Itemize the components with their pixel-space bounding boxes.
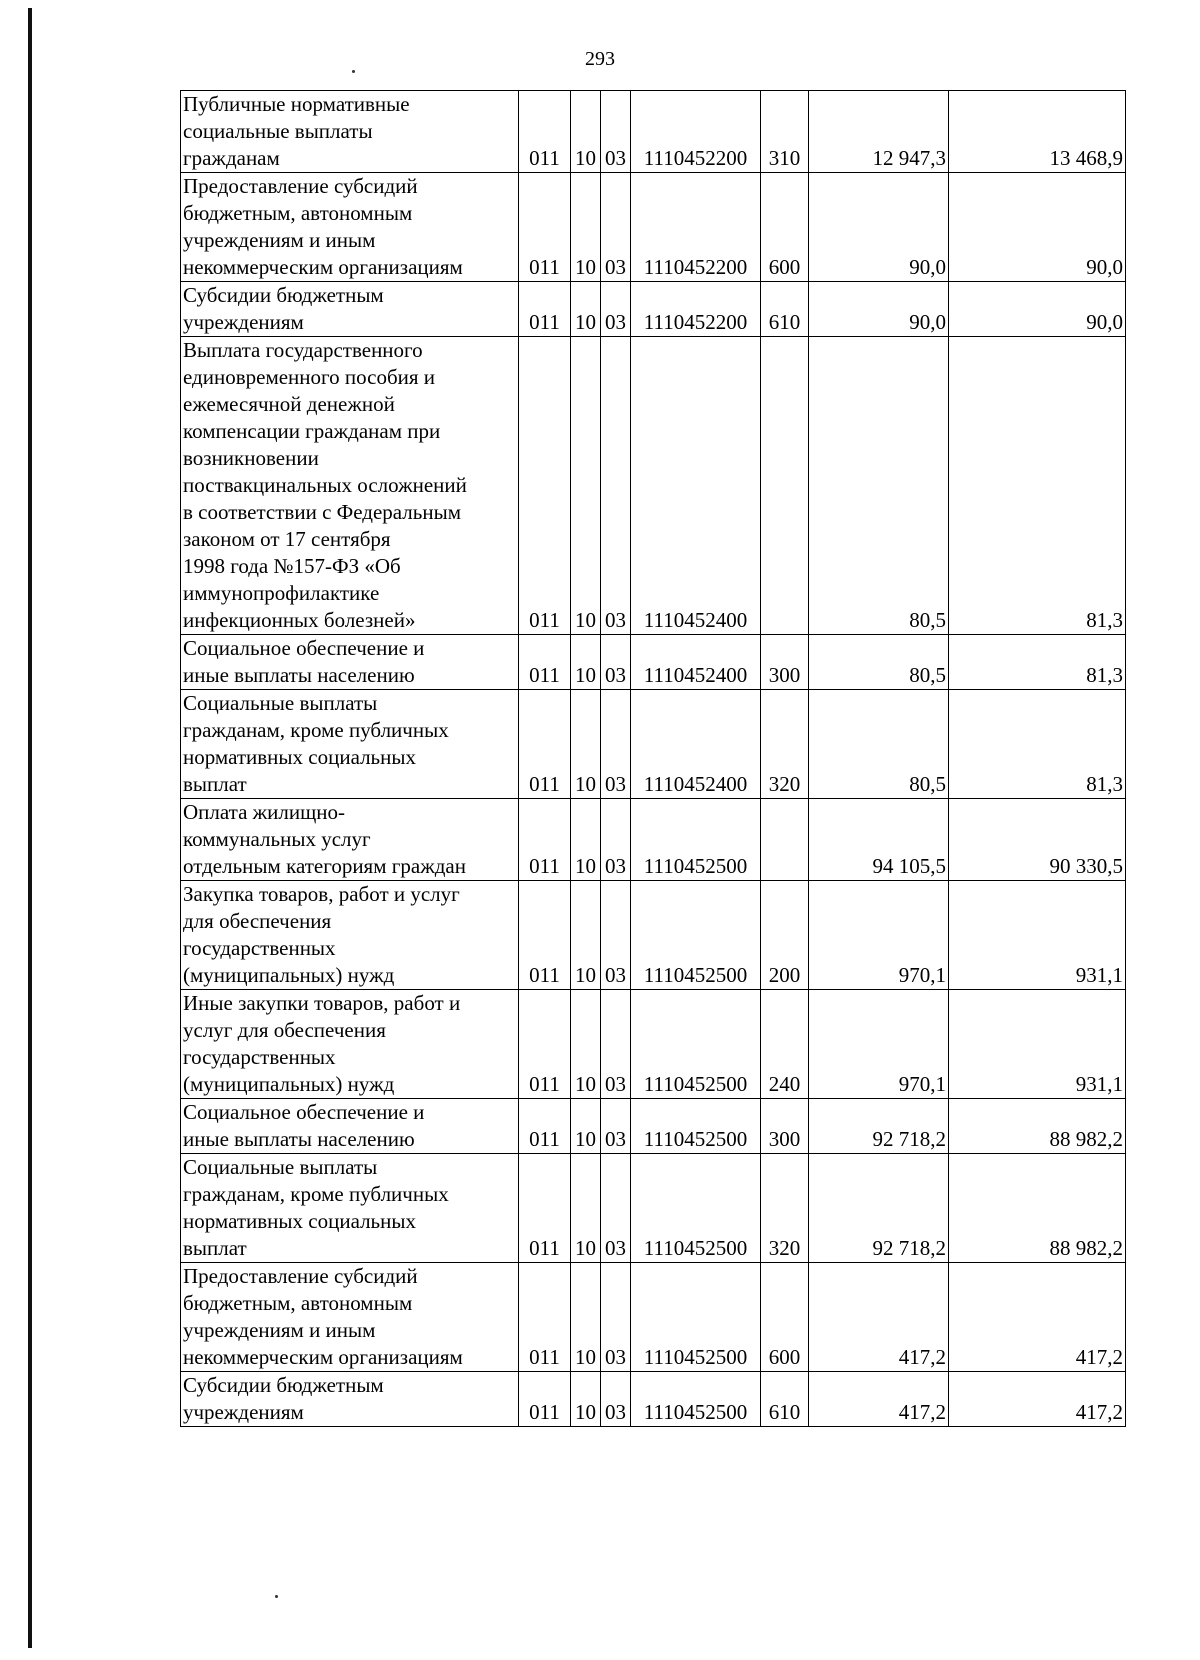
target-article-code: 1110452500 bbox=[643, 1072, 748, 1096]
amount-year-1-cell bbox=[809, 173, 949, 282]
expense-type-code-cell bbox=[761, 173, 809, 282]
subsection-code-cell bbox=[601, 690, 631, 799]
amount-year-2: 81,3 bbox=[1086, 663, 1123, 687]
target-article-code-cell bbox=[631, 1099, 761, 1154]
page-number: 293 bbox=[585, 48, 615, 70]
section-code: 10 bbox=[575, 310, 596, 334]
ministry-code: 011 bbox=[529, 772, 560, 796]
target-article-code: 1110452400 bbox=[643, 772, 748, 796]
row-name-cell bbox=[181, 91, 519, 173]
target-article-code: 1110452400 bbox=[643, 663, 748, 687]
subsection-code-cell bbox=[601, 1099, 631, 1154]
expense-type-code-cell bbox=[761, 1263, 809, 1372]
subsection-code: 03 bbox=[605, 854, 626, 878]
expense-type-code: 300 bbox=[768, 1127, 801, 1151]
table-row bbox=[181, 1099, 1126, 1154]
expense-type-code: 610 bbox=[768, 1400, 801, 1424]
ministry-code: 011 bbox=[529, 255, 560, 279]
expense-type-code: 320 bbox=[768, 1236, 801, 1260]
amount-year-2: 81,3 bbox=[1086, 608, 1123, 632]
expense-type-code-cell bbox=[761, 799, 809, 881]
amount-year-2: 90 330,5 bbox=[1049, 854, 1123, 878]
subsection-code-cell bbox=[601, 1263, 631, 1372]
amount-year-2-cell bbox=[949, 282, 1126, 337]
amount-year-2-cell bbox=[949, 1263, 1126, 1372]
subsection-code-cell bbox=[601, 91, 631, 173]
table-row bbox=[181, 990, 1126, 1099]
subsection-code: 03 bbox=[605, 1127, 626, 1151]
ministry-code: 011 bbox=[529, 1345, 560, 1369]
amount-year-2: 90,0 bbox=[1086, 255, 1123, 279]
target-article-code-cell bbox=[631, 1372, 761, 1427]
table-row bbox=[181, 1372, 1126, 1427]
row-name-cell bbox=[181, 690, 519, 799]
amount-year-2: 417,2 bbox=[1075, 1345, 1123, 1369]
row-name: Выплата государственного единовременного пособия и ежемесячной денежной компенсации гражданам при возникновении поствакцинальных осложнений в соответствии с Федеральным законом от 17 сентября 1998 года №157-ФЗ «Об иммунопрофилактике инфекционных болезней» bbox=[183, 338, 467, 632]
amount-year-1: 12 947,3 bbox=[872, 146, 946, 170]
target-article-code-cell bbox=[631, 337, 761, 635]
subsection-code-cell bbox=[601, 1372, 631, 1427]
amount-year-2-cell bbox=[949, 1099, 1126, 1154]
amount-year-2-cell bbox=[949, 1372, 1126, 1427]
amount-year-2: 88 982,2 bbox=[1049, 1236, 1123, 1260]
section-code: 10 bbox=[575, 1127, 596, 1151]
subsection-code: 03 bbox=[605, 146, 626, 170]
section-code-cell bbox=[571, 690, 601, 799]
row-name: Иные закупки товаров, работ и услуг для обеспечения государственных (муниципальных) нужд bbox=[183, 991, 461, 1096]
section-code-cell bbox=[571, 990, 601, 1099]
row-name: Социальные выплаты гражданам, кроме публичных нормативных социальных выплат bbox=[183, 1155, 449, 1260]
table-row bbox=[181, 799, 1126, 881]
subsection-code: 03 bbox=[605, 663, 626, 687]
expense-type-code: 200 bbox=[768, 963, 801, 987]
subsection-code: 03 bbox=[605, 1345, 626, 1369]
ministry-code-cell bbox=[519, 337, 571, 635]
amount-year-2-cell bbox=[949, 173, 1126, 282]
amount-year-1: 80,5 bbox=[909, 608, 946, 632]
amount-year-1-cell bbox=[809, 337, 949, 635]
row-name: Предоставление субсидий бюджетным, автономным учреждениям и иным некоммерческим организациям bbox=[183, 174, 463, 279]
section-code: 10 bbox=[575, 255, 596, 279]
amount-year-2-cell bbox=[949, 1154, 1126, 1263]
amount-year-2: 90,0 bbox=[1086, 310, 1123, 334]
subsection-code-cell bbox=[601, 337, 631, 635]
table-row bbox=[181, 1154, 1126, 1263]
amount-year-1: 80,5 bbox=[909, 663, 946, 687]
ministry-code-cell bbox=[519, 173, 571, 282]
section-code-cell bbox=[571, 1099, 601, 1154]
target-article-code: 1110452400 bbox=[643, 608, 748, 632]
section-code-cell bbox=[571, 635, 601, 690]
row-name-cell bbox=[181, 282, 519, 337]
subsection-code-cell bbox=[601, 173, 631, 282]
ministry-code-cell bbox=[519, 1372, 571, 1427]
amount-year-2-cell bbox=[949, 635, 1126, 690]
section-code-cell bbox=[571, 282, 601, 337]
expense-type-code-cell bbox=[761, 282, 809, 337]
amount-year-1-cell bbox=[809, 91, 949, 173]
row-name: Предоставление субсидий бюджетным, автономным учреждениям и иным некоммерческим организациям bbox=[183, 1264, 463, 1369]
amount-year-2: 88 982,2 bbox=[1049, 1127, 1123, 1151]
expense-type-code-cell bbox=[761, 990, 809, 1099]
target-article-code: 1110452200 bbox=[643, 310, 748, 334]
amount-year-1-cell bbox=[809, 1154, 949, 1263]
subsection-code-cell bbox=[601, 881, 631, 990]
amount-year-1: 90,0 bbox=[909, 255, 946, 279]
target-article-code-cell bbox=[631, 635, 761, 690]
ministry-code: 011 bbox=[529, 663, 560, 687]
ministry-code-cell bbox=[519, 91, 571, 173]
ministry-code-cell bbox=[519, 1154, 571, 1263]
section-code: 10 bbox=[575, 1072, 596, 1096]
section-code: 10 bbox=[575, 963, 596, 987]
section-code: 10 bbox=[575, 854, 596, 878]
section-code: 10 bbox=[575, 146, 596, 170]
row-name: Субсидии бюджетным учреждениям bbox=[183, 1373, 384, 1424]
amount-year-1-cell bbox=[809, 799, 949, 881]
expense-type-code: 610 bbox=[768, 310, 801, 334]
amount-year-2: 13 468,9 bbox=[1049, 146, 1123, 170]
row-name-cell bbox=[181, 337, 519, 635]
amount-year-2: 81,3 bbox=[1086, 772, 1123, 796]
amount-year-2-cell bbox=[949, 91, 1126, 173]
subsection-code-cell bbox=[601, 799, 631, 881]
target-article-code: 1110452500 bbox=[643, 963, 748, 987]
target-article-code-cell bbox=[631, 173, 761, 282]
table-row bbox=[181, 282, 1126, 337]
section-code: 10 bbox=[575, 1345, 596, 1369]
ministry-code-cell bbox=[519, 635, 571, 690]
subsection-code: 03 bbox=[605, 1400, 626, 1424]
expense-type-code: 600 bbox=[768, 255, 801, 279]
subsection-code-cell bbox=[601, 1154, 631, 1263]
amount-year-2: 931,1 bbox=[1075, 1072, 1123, 1096]
ministry-code: 011 bbox=[529, 1236, 560, 1260]
amount-year-2-cell bbox=[949, 337, 1126, 635]
ministry-code: 011 bbox=[529, 963, 560, 987]
table-row bbox=[181, 635, 1126, 690]
amount-year-1-cell bbox=[809, 881, 949, 990]
amount-year-1-cell bbox=[809, 1263, 949, 1372]
target-article-code: 1110452200 bbox=[643, 146, 748, 170]
row-name: Субсидии бюджетным учреждениям bbox=[183, 283, 384, 334]
expense-type-code: 320 bbox=[768, 772, 801, 796]
row-name-cell bbox=[181, 799, 519, 881]
amount-year-1-cell bbox=[809, 282, 949, 337]
amount-year-1-cell bbox=[809, 690, 949, 799]
section-code-cell bbox=[571, 799, 601, 881]
section-code-cell bbox=[571, 173, 601, 282]
row-name-cell bbox=[181, 1263, 519, 1372]
ministry-code: 011 bbox=[529, 1072, 560, 1096]
target-article-code: 1110452500 bbox=[643, 1127, 748, 1151]
section-code-cell bbox=[571, 337, 601, 635]
row-name-cell bbox=[181, 1154, 519, 1263]
amount-year-2-cell bbox=[949, 690, 1126, 799]
expense-type-code: 600 bbox=[768, 1345, 801, 1369]
subsection-code-cell bbox=[601, 282, 631, 337]
subsection-code: 03 bbox=[605, 310, 626, 334]
ministry-code: 011 bbox=[529, 1400, 560, 1424]
amount-year-1: 417,2 bbox=[898, 1345, 946, 1369]
section-code-cell bbox=[571, 1154, 601, 1263]
ministry-code: 011 bbox=[529, 1127, 560, 1151]
expense-type-code: 300 bbox=[768, 663, 801, 687]
target-article-code-cell bbox=[631, 690, 761, 799]
row-name: Публичные нормативные социальные выплаты гражданам bbox=[183, 92, 410, 170]
amount-year-2-cell bbox=[949, 881, 1126, 990]
section-code: 10 bbox=[575, 772, 596, 796]
target-article-code: 1110452200 bbox=[643, 255, 748, 279]
section-code: 10 bbox=[575, 663, 596, 687]
scan-speck bbox=[275, 1595, 278, 1598]
target-article-code-cell bbox=[631, 881, 761, 990]
budget-table-body bbox=[181, 91, 1126, 1427]
amount-year-1-cell bbox=[809, 1099, 949, 1154]
target-article-code-cell bbox=[631, 1263, 761, 1372]
target-article-code-cell bbox=[631, 282, 761, 337]
target-article-code: 1110452500 bbox=[643, 1345, 748, 1369]
expense-type-code-cell bbox=[761, 1372, 809, 1427]
subsection-code: 03 bbox=[605, 608, 626, 632]
ministry-code: 011 bbox=[529, 310, 560, 334]
row-name-cell bbox=[181, 881, 519, 990]
row-name-cell bbox=[181, 1099, 519, 1154]
subsection-code: 03 bbox=[605, 963, 626, 987]
section-code: 10 bbox=[575, 608, 596, 632]
expense-type-code-cell bbox=[761, 337, 809, 635]
ministry-code-cell bbox=[519, 1099, 571, 1154]
expense-type-code: 310 bbox=[768, 146, 801, 170]
amount-year-2: 417,2 bbox=[1075, 1400, 1123, 1424]
amount-year-1: 80,5 bbox=[909, 772, 946, 796]
ministry-code-cell bbox=[519, 990, 571, 1099]
amount-year-1: 94 105,5 bbox=[872, 854, 946, 878]
subsection-code-cell bbox=[601, 990, 631, 1099]
expense-type-code: 240 bbox=[768, 1072, 801, 1096]
section-code-cell bbox=[571, 1372, 601, 1427]
target-article-code: 1110452500 bbox=[643, 1236, 748, 1260]
row-name: Закупка товаров, работ и услуг для обеспечения государственных (муниципальных) нужд bbox=[183, 882, 460, 987]
row-name-cell bbox=[181, 635, 519, 690]
table-row bbox=[181, 1263, 1126, 1372]
table-row bbox=[181, 690, 1126, 799]
target-article-code-cell bbox=[631, 990, 761, 1099]
subsection-code: 03 bbox=[605, 1072, 626, 1096]
row-name: Оплата жилищно- коммунальных услуг отдельным категориям граждан bbox=[183, 800, 466, 878]
table-row bbox=[181, 337, 1126, 635]
amount-year-2-cell bbox=[949, 799, 1126, 881]
row-name-cell bbox=[181, 990, 519, 1099]
ministry-code-cell bbox=[519, 1263, 571, 1372]
amount-year-1-cell bbox=[809, 635, 949, 690]
target-article-code-cell bbox=[631, 1154, 761, 1263]
ministry-code-cell bbox=[519, 690, 571, 799]
amount-year-1: 970,1 bbox=[898, 1072, 946, 1096]
section-code-cell bbox=[571, 881, 601, 990]
amount-year-1-cell bbox=[809, 990, 949, 1099]
amount-year-1: 92 718,2 bbox=[872, 1236, 946, 1260]
ministry-code: 011 bbox=[529, 608, 560, 632]
section-code-cell bbox=[571, 1263, 601, 1372]
row-name: Социальное обеспечение и иные выплаты населению bbox=[183, 636, 425, 687]
table-row bbox=[181, 91, 1126, 173]
expense-type-code-cell bbox=[761, 1154, 809, 1263]
amount-year-1: 90,0 bbox=[909, 310, 946, 334]
expense-type-code-cell bbox=[761, 690, 809, 799]
amount-year-1: 417,2 bbox=[898, 1400, 946, 1424]
ministry-code: 011 bbox=[529, 146, 560, 170]
amount-year-1: 970,1 bbox=[898, 963, 946, 987]
subsection-code: 03 bbox=[605, 772, 626, 796]
amount-year-2-cell bbox=[949, 990, 1126, 1099]
subsection-code: 03 bbox=[605, 255, 626, 279]
amount-year-2: 931,1 bbox=[1075, 963, 1123, 987]
row-name-cell bbox=[181, 1372, 519, 1427]
table-row bbox=[181, 173, 1126, 282]
amount-year-1-cell bbox=[809, 1372, 949, 1427]
section-code-cell bbox=[571, 91, 601, 173]
binding-line bbox=[28, 8, 32, 1648]
expense-type-code-cell bbox=[761, 635, 809, 690]
expense-type-code-cell bbox=[761, 91, 809, 173]
section-code: 10 bbox=[575, 1236, 596, 1260]
expense-type-code-cell bbox=[761, 1099, 809, 1154]
target-article-code-cell bbox=[631, 91, 761, 173]
row-name: Социальные выплаты гражданам, кроме публичных нормативных социальных выплат bbox=[183, 691, 449, 796]
ministry-code-cell bbox=[519, 282, 571, 337]
row-name: Социальное обеспечение и иные выплаты населению bbox=[183, 1100, 425, 1151]
ministry-code-cell bbox=[519, 799, 571, 881]
target-article-code: 1110452500 bbox=[643, 854, 748, 878]
section-code: 10 bbox=[575, 1400, 596, 1424]
ministry-code-cell bbox=[519, 881, 571, 990]
table-row bbox=[181, 881, 1126, 990]
target-article-code: 1110452500 bbox=[643, 1400, 748, 1424]
ministry-code: 011 bbox=[529, 854, 560, 878]
row-name-cell bbox=[181, 173, 519, 282]
budget-table bbox=[180, 90, 1126, 1427]
amount-year-1: 92 718,2 bbox=[872, 1127, 946, 1151]
expense-type-code-cell bbox=[761, 881, 809, 990]
subsection-code-cell bbox=[601, 635, 631, 690]
target-article-code-cell bbox=[631, 799, 761, 881]
subsection-code: 03 bbox=[605, 1236, 626, 1260]
